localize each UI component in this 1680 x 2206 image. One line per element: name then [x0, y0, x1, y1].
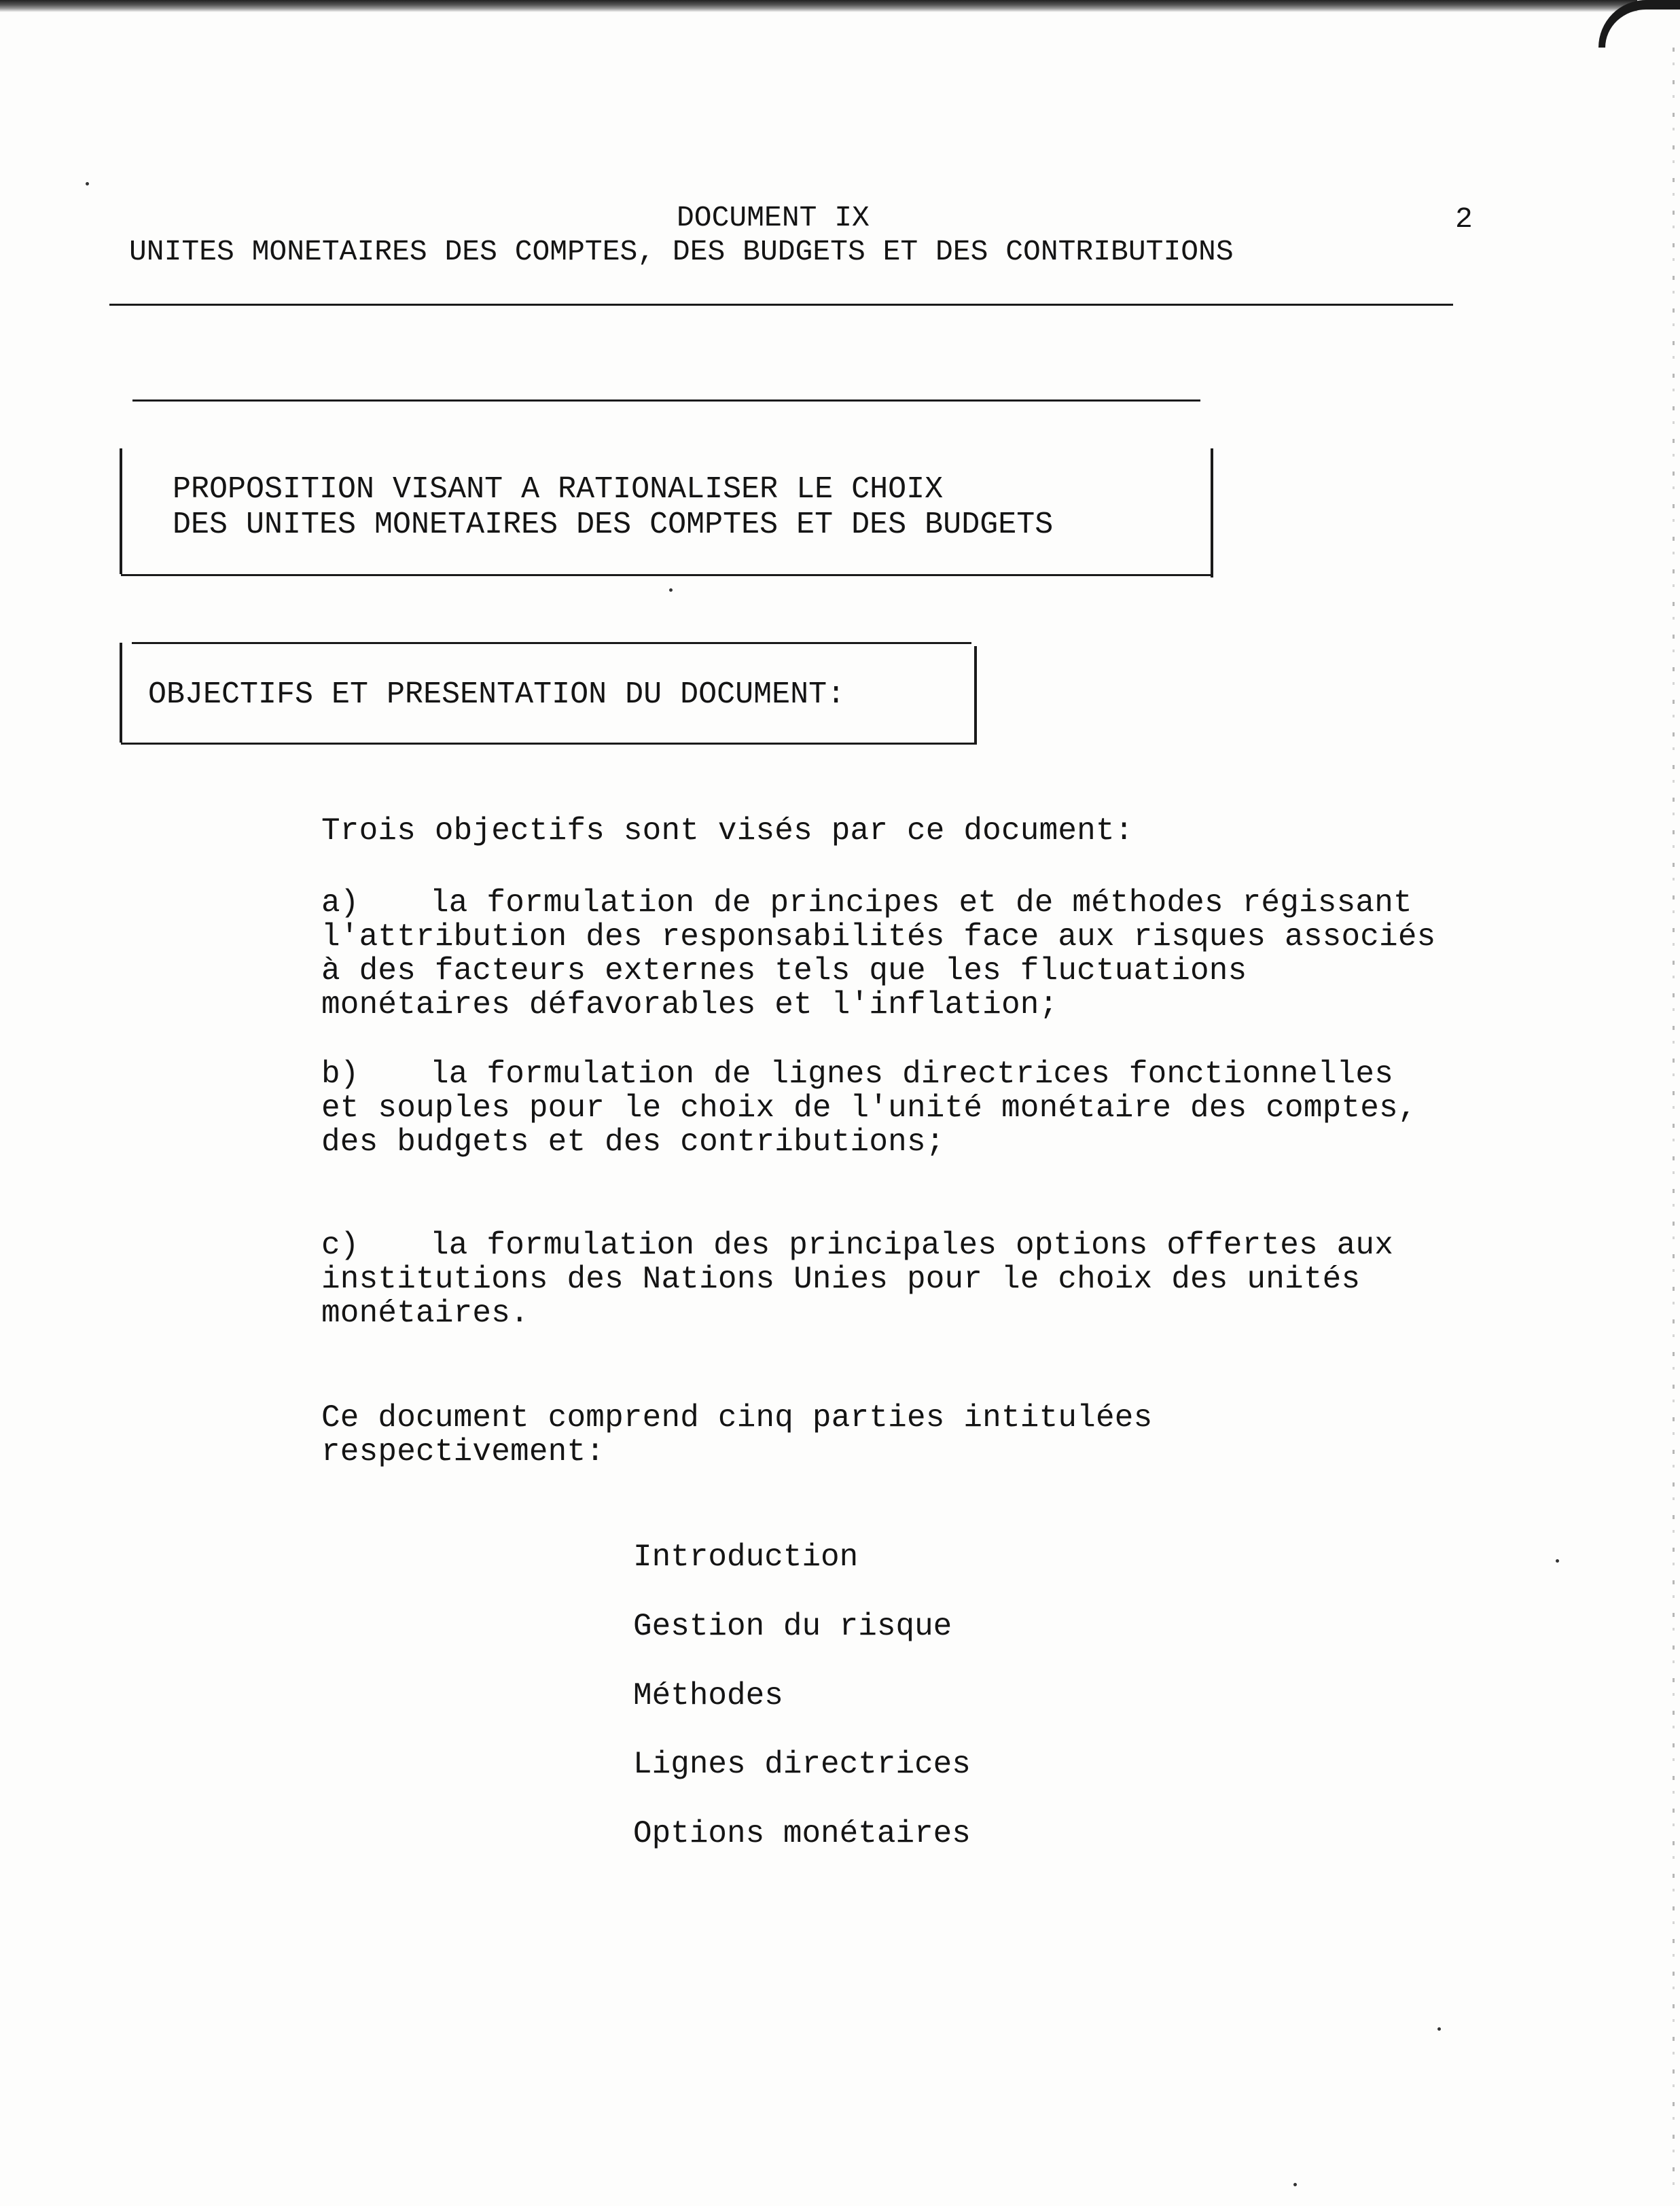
box-left-rule: [120, 643, 122, 743]
box-bottom-rule: [121, 743, 974, 745]
proposal-title-line1: PROPOSITION VISANT A RATIONALISER LE CHOIX: [173, 472, 944, 507]
parts-intro: Ce document comprend cinq parties intitulées respectivement:: [321, 1400, 1153, 1470]
scan-edge-right: [1673, 48, 1675, 2188]
objective-a: [321, 886, 1449, 1022]
box-right-rule: [1211, 448, 1213, 577]
scan-speck: [1437, 2027, 1441, 2031]
objective-b: [321, 1057, 1449, 1159]
box-bottom-rule: [121, 574, 1212, 576]
box-left-rule: [120, 448, 122, 574]
scan-speck: [669, 588, 673, 592]
objective-text: la formulation de principes et de méthodes régissant l'attribution des responsabilités face aux risques associés à des facteurs externes tels que les fluctuations monétaires défavorables et l'inflation;: [321, 885, 1436, 1022]
list-item: Gestion du risque: [633, 1609, 952, 1644]
objective-text: la formulation de lignes directrices fonctionnelles et souples pour le choix de l'unité monétaire des comptes, des budgets et des contributions;: [321, 1056, 1417, 1160]
box-top-rule: [132, 399, 1200, 402]
objective-label: c): [321, 1228, 359, 1263]
list-item: Options monétaires: [633, 1816, 971, 1851]
box-right-rule: [974, 646, 977, 745]
list-item: Méthodes: [633, 1678, 783, 1713]
scan-speck: [1556, 1559, 1559, 1563]
document-title: DOCUMENT IX: [677, 201, 870, 234]
scan-edge-top: [0, 0, 1637, 12]
objective-label: a): [321, 885, 359, 921]
objective-label: b): [321, 1056, 359, 1092]
intro-sentence: Trois objectifs sont visés par ce document:: [321, 813, 1134, 849]
list-item: Introduction: [633, 1540, 859, 1575]
box-top-rule: [132, 642, 971, 644]
scan-speck: [1293, 2183, 1297, 2186]
scan-speck: [86, 182, 89, 185]
objective-text: la formulation des principales options offertes aux institutions des Nations Unies pour le choix des unités monétaires.: [321, 1228, 1394, 1331]
list-item: Lignes directrices: [633, 1747, 971, 1782]
document-subtitle: UNITES MONETAIRES DES COMPTES, DES BUDGETS ET DES CONTRIBUTIONS: [129, 235, 1234, 268]
section-heading: OBJECTIFS ET PRESENTATION DU DOCUMENT:: [148, 677, 846, 712]
proposal-title-line2: DES UNITES MONETAIRES DES COMPTES ET DES BUDGETS: [173, 508, 1054, 542]
objective-c: [321, 1228, 1449, 1330]
header-rule: [109, 304, 1453, 306]
page-number: 2: [1455, 202, 1473, 236]
